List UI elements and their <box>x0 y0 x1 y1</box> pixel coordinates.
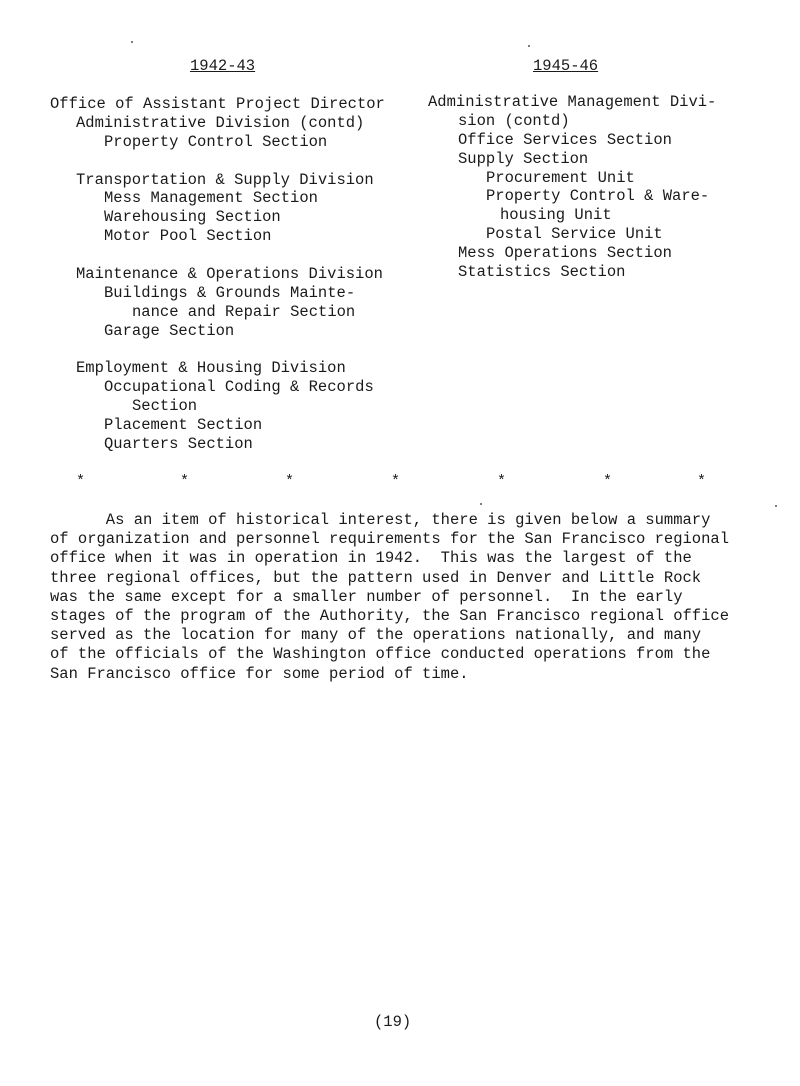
org-entry: Administrative Management Divi- <box>428 93 717 111</box>
org-entry: Mess Management Section <box>104 189 318 208</box>
org-entry: Employment & Housing Division <box>76 359 346 378</box>
org-entry: Office of Assistant Project Director <box>50 95 385 113</box>
paragraph-line: stages of the program of the Authority, the San Francisco regional office <box>50 606 730 625</box>
asterisk-separator: * <box>76 473 86 490</box>
org-entry: Property Control Section <box>104 132 328 151</box>
paragraph-line: served as the location for many of the operations nationally, and many <box>50 626 702 645</box>
section-separator <box>0 472 800 492</box>
org-entry: Property Control & Ware- <box>486 187 710 206</box>
org-entry: Office Services Section <box>458 130 672 149</box>
paragraph-line: of organization and personnel requirements for the San Francisco regional <box>50 530 730 549</box>
org-entry: Maintenance & Operations Division <box>76 265 383 284</box>
org-entry: sion (contd) <box>458 111 570 130</box>
org-entry: Quarters Section <box>104 435 253 454</box>
paragraph-line: office when it was in operation in 1942. This was the largest of the <box>50 549 692 568</box>
blank-line <box>50 246 385 265</box>
org-entry: Warehousing Section <box>104 208 281 227</box>
paragraph-line: San Francisco office for some period of time. <box>50 664 469 683</box>
org-entry: Transportation & Supply Division <box>76 170 374 189</box>
org-entry: Garage Section <box>104 321 235 340</box>
paragraph-line: of the officials of the Washington office conducted operations from the <box>50 645 711 664</box>
paragraph-line: was the same except for a smaller number of personnel. In the early <box>50 587 683 606</box>
org-entry: Statistics Section <box>458 263 626 282</box>
right-column-heading: 1945-46 <box>533 57 599 75</box>
scan-speck <box>528 45 530 47</box>
org-entry: Occupational Coding & Records <box>104 378 374 397</box>
org-entry: Supply Section <box>458 149 589 168</box>
left-column-heading: 1942-43 <box>190 57 256 75</box>
org-entry: Placement Section <box>104 416 263 435</box>
right-column-org-chart <box>428 93 716 282</box>
org-entry: Section <box>132 397 198 416</box>
org-entry: Postal Service Unit <box>486 225 663 244</box>
blank-line <box>50 152 385 171</box>
org-entry: housing Unit <box>500 206 612 225</box>
paragraph-line: three regional offices, but the pattern used in Denver and Little Rock <box>50 568 702 587</box>
left-column-org-chart <box>50 95 385 454</box>
paragraph-line: As an item of historical interest, there is given below a summary <box>50 511 711 529</box>
org-entry: Buildings & Grounds Mainte- <box>104 283 356 302</box>
org-entry: Administrative Division (contd) <box>76 113 365 132</box>
scan-speck <box>480 503 482 505</box>
scan-speck <box>775 505 777 507</box>
asterisk-separator: * <box>697 473 707 490</box>
scan-speck <box>131 41 133 43</box>
historical-interest-paragraph <box>50 511 770 684</box>
asterisk-separator: * <box>603 473 613 490</box>
org-entry: nance and Repair Section <box>132 302 356 321</box>
blank-line <box>50 341 385 360</box>
asterisk-separator: * <box>180 473 190 490</box>
asterisk-separator: * <box>391 473 401 490</box>
org-entry: Mess Operations Section <box>458 244 672 263</box>
asterisk-separator: * <box>497 473 507 490</box>
asterisk-separator: * <box>285 473 295 490</box>
org-entry: Procurement Unit <box>486 168 635 187</box>
org-entry: Motor Pool Section <box>104 227 272 246</box>
page-number: (19) <box>374 1013 412 1031</box>
